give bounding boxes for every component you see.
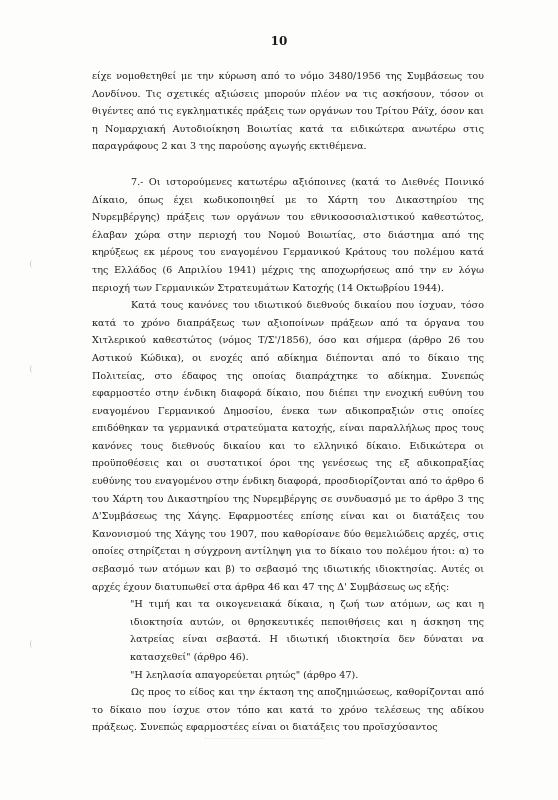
scan-edge-mark bbox=[30, 260, 34, 268]
quotation: "Η τιμή και τα οικογενειακά δίκαια, η ζωή των ατόμων, ως και η ιδιοκτησία αυτών, οι θρησκευτικές πεποιθήσεις και η άσκηση της λατρείας είναι σεβαστά. Η ιδιωτική ιδιοκτησία δεν δύναται να κατασχεθεί" (άρθρο 46). bbox=[130, 599, 484, 663]
quotation: "Η λεηλασία απαγορεύεται ρητώς" (άρθρο 47). bbox=[130, 669, 359, 681]
paragraph: είχε νομοθετηθεί με την κύρωση από το νόμο 3480/1956 της Συμβάσεως του Λονδίνου. Τις σχετικές αξιώσεις μπορούν πλέον να τις ασκήσουν, τόσον οι θιγέντες από τις εγκληματικές πράξεις των οργάνων του Τρίτου Ράϊχ, όσον και η Νομαρχιακή Αυτοδιοίκηση Βοιωτίας κατά τα ειδικώτερα ανωτέρω στις παραγράφους 2 και 3 της παρούσης αγωγής εκτιθέμενα. bbox=[92, 71, 484, 153]
scan-edge-mark bbox=[30, 365, 34, 373]
paragraph-section-7: 7.- Οι ιστορούμενες κατωτέρω αξιόποινες (κατά το Διεθνές Ποινικό Δίκαιο, όπως έχει κωδικοποιηθεί με το Χάρτη του Δικαστηρίου της Νυρεμβέργης) πράξεις των οργάνων του εθνικοσοσιαλιστικού καθεστώτος, έλαβαν χώρα στην περιοχή του Νομού Βοιωτίας, στο διάστημα από της κηρύξεως εκ μέρους του εναγομένου Γερμανικού Κράτους του πολέμου κατά της Ελλάδος (6 Απριλίου 1941) μέχρις της αποχωρήσεως από την εν λόγω περιοχή των Γερμανικών Στρατευμάτων Κατοχής (14 Οκτωβρίου 1944). bbox=[92, 176, 484, 294]
page-number: 10 bbox=[270, 34, 288, 48]
body-text bbox=[92, 68, 484, 737]
paragraph: Ως προς το είδος και την έκταση της αποζημιώσεως, καθορίζονται από το δίκαιο που ίσχυε στον τόπο και κατά το χρόνο τελέσεως της αδίκου πράξεως. Συνεπώς εφαρμοστέες είναι οι διατάξεις του προϊσχύσαντος bbox=[92, 687, 484, 734]
scan-edge-mark bbox=[30, 640, 34, 648]
paragraph: Κατά τους κανόνες του ιδιωτικού διεθνούς δικαίου που ίσχυαν, τόσο κατά το χρόνο διαπράξεως των αξιοποίνων πράξεων από τα όργανα του Χιτλερικού καθεστώτος (νόμος Τ/Σ'/1856), όσο και σήμερα (άρθρο 26 του Αστικού Κώδικα), οι ενοχές από αδίκημα διέπονται από το δίκαιο της Πολιτείας, στο έδαφος της οποίας διαπράχτηκε το αδίκημα. Συνεπώς εφαρμοστέο στην ένδικη διαφορά δίκαιο, που διέπει την ενοχική ευθύνη του εναγομένου Γερμανικού Δημοσίου, ένεκα των αδικοπραξιών στις οποίες επιδόθηκαν τα γερμανικά στρατεύματα κατοχής, είναι παραλλήλως προς τους κανόνες τους διεθνούς δικαίου και το ελληνικό δίκαιο. Ειδικώτερα οι προϋποθέσεις και οι συστατικοί όροι της γενέσεως της εξ αδικοπραξίας ευθύνης του εναγομένου στην ένδικη διαφορά, προσδιορίζονται από το άρθρο 6 του Χάρτη του Δικαστηρίου της Νυρεμβέργης σε συνδυασμό με το άρθρο 3 της Δ'Συμβάσεως της Χάγης. Εφαρμοστέες επίσης είναι και οι διατάξεις του Κανονισμού της Χάγης του 1907, που καθορίσανε δύο θεμελιώδεις αρχές, στις οποίες στηρίζεται η σύγχρονη αντίληψη για το δίκαιο του πολέμου ήτοι: α) το σεβασμό των ατόμων και β) το σεβασμό της ιδιωτικής ιδιοκτησίας. Αυτές οι αρχές έχουν διατυπωθεί στα άρθρα 46 και 47 της Δ' Συμβάσεως ως εξής: bbox=[92, 300, 484, 593]
scan-smudge bbox=[205, 738, 325, 745]
